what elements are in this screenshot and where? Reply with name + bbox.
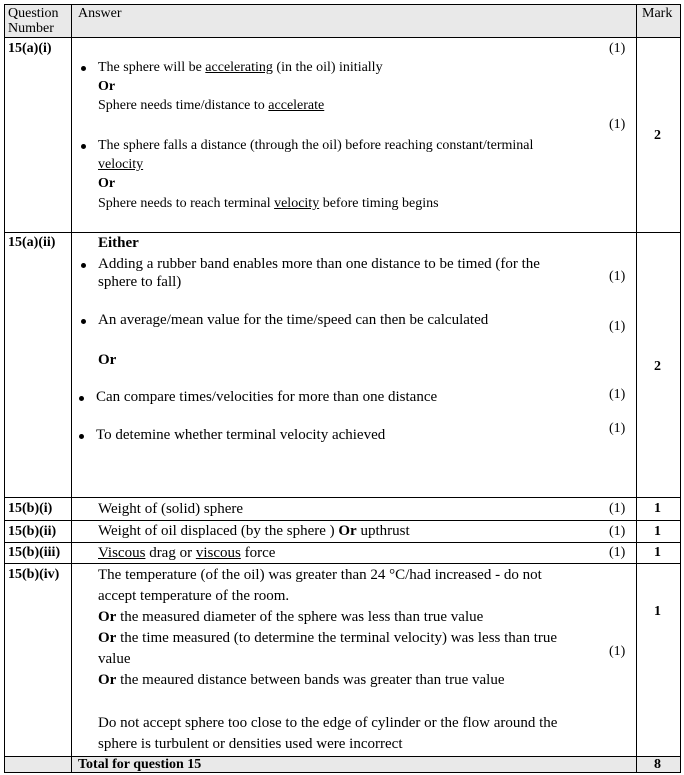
answer-text: Weight of oil displaced (by the sphere ) Or upthrust	[98, 523, 410, 539]
mark-total: 2	[654, 359, 661, 374]
answer-text: Can compare times/velocities for more than one distance	[96, 389, 438, 405]
answer-text: sphere is turbulent or densities used were incorrect	[98, 736, 403, 752]
question-number: 15(b)(i)	[8, 501, 53, 516]
answer-text: The temperature (of the oil) was greater than 24 °C/had increased - do not	[98, 567, 542, 583]
answer-text: value	[98, 651, 131, 667]
mark-total: 1	[654, 501, 661, 516]
answer-text: Or the measured diameter of the sphere was less than true value	[98, 609, 484, 625]
mark-point: (1)	[609, 421, 626, 436]
bullet-icon	[81, 66, 86, 71]
question-number: 15(b)(ii)	[8, 524, 57, 539]
row-divider	[5, 37, 680, 38]
row-divider	[5, 232, 680, 233]
column-divider-2	[636, 4, 637, 773]
mark-total: 1	[654, 604, 661, 619]
answer-text: To detemine whether terminal velocity achieved	[96, 427, 386, 443]
answer-text: Sphere needs time/distance to accelerate	[98, 98, 325, 113]
row-divider	[5, 497, 680, 498]
bullet-icon	[79, 396, 84, 401]
mark-point: (1)	[609, 117, 626, 132]
answer-text: Sphere needs to reach terminal velocity before timing begins	[98, 196, 439, 211]
mark-point: (1)	[609, 319, 626, 334]
mark-point: (1)	[609, 41, 626, 56]
mark-total: 1	[654, 545, 661, 560]
question-number: 15(a)(i)	[8, 41, 52, 56]
mark-point: (1)	[609, 545, 626, 560]
table-border-top	[5, 4, 680, 5]
mark-point: (1)	[609, 524, 626, 539]
answer-text: Weight of (solid) sphere	[98, 501, 244, 517]
bullet-icon	[81, 319, 86, 324]
or-label: Or	[98, 352, 117, 368]
table-border-bottom	[4, 772, 681, 773]
column-divider-1	[71, 4, 72, 773]
answer-text: Viscous drag or viscous force	[98, 545, 276, 561]
total-mark: 8	[654, 757, 661, 772]
mark-point: (1)	[609, 387, 626, 402]
row-divider	[5, 563, 680, 564]
answer-text: Adding a rubber band enables more than one distance to be timed (for the	[98, 256, 540, 272]
header-question-number-line2: Number	[8, 21, 54, 36]
answer-text: sphere to fall)	[98, 274, 182, 290]
row-divider	[5, 520, 680, 521]
or-label: Or	[98, 176, 116, 191]
answer-text: The sphere falls a distance (through the oil) before reaching constant/terminal	[98, 138, 534, 153]
mark-total: 2	[654, 128, 661, 143]
bullet-icon	[81, 144, 86, 149]
header-answer: Answer	[78, 6, 122, 21]
answer-text: Do not accept sphere too close to the edge of cylinder or the flow around the	[98, 715, 558, 731]
table-border-right	[680, 4, 681, 773]
total-label: Total for question 15	[78, 757, 202, 772]
question-number: 15(a)(ii)	[8, 235, 56, 250]
row-divider	[5, 542, 680, 543]
mark-point: (1)	[609, 269, 626, 284]
or-label: Or	[98, 79, 116, 94]
question-number: 15(b)(iii)	[8, 545, 61, 560]
answer-text: Or the meaured distance between bands was greater than true value	[98, 672, 505, 688]
either-label: Either	[98, 235, 139, 251]
mark-point: (1)	[609, 501, 626, 516]
table-border-left	[4, 4, 5, 773]
answer-text: An average/mean value for the time/speed can then be calculated	[98, 312, 489, 328]
header-mark: Mark	[642, 6, 673, 21]
bullet-icon	[81, 263, 86, 268]
header-question-number-line1: Question	[8, 6, 59, 21]
bullet-icon	[79, 434, 84, 439]
answer-text: Or the time measured (to determine the terminal velocity) was less than true	[98, 630, 558, 646]
answer-text: velocity	[98, 157, 144, 172]
mark-point: (1)	[609, 644, 626, 659]
question-number: 15(b)(iv)	[8, 567, 60, 582]
answer-text: The sphere will be accelerating (in the oil) initially	[98, 60, 383, 75]
mark-total: 1	[654, 524, 661, 539]
answer-text: accept temperature of the room.	[98, 588, 290, 604]
